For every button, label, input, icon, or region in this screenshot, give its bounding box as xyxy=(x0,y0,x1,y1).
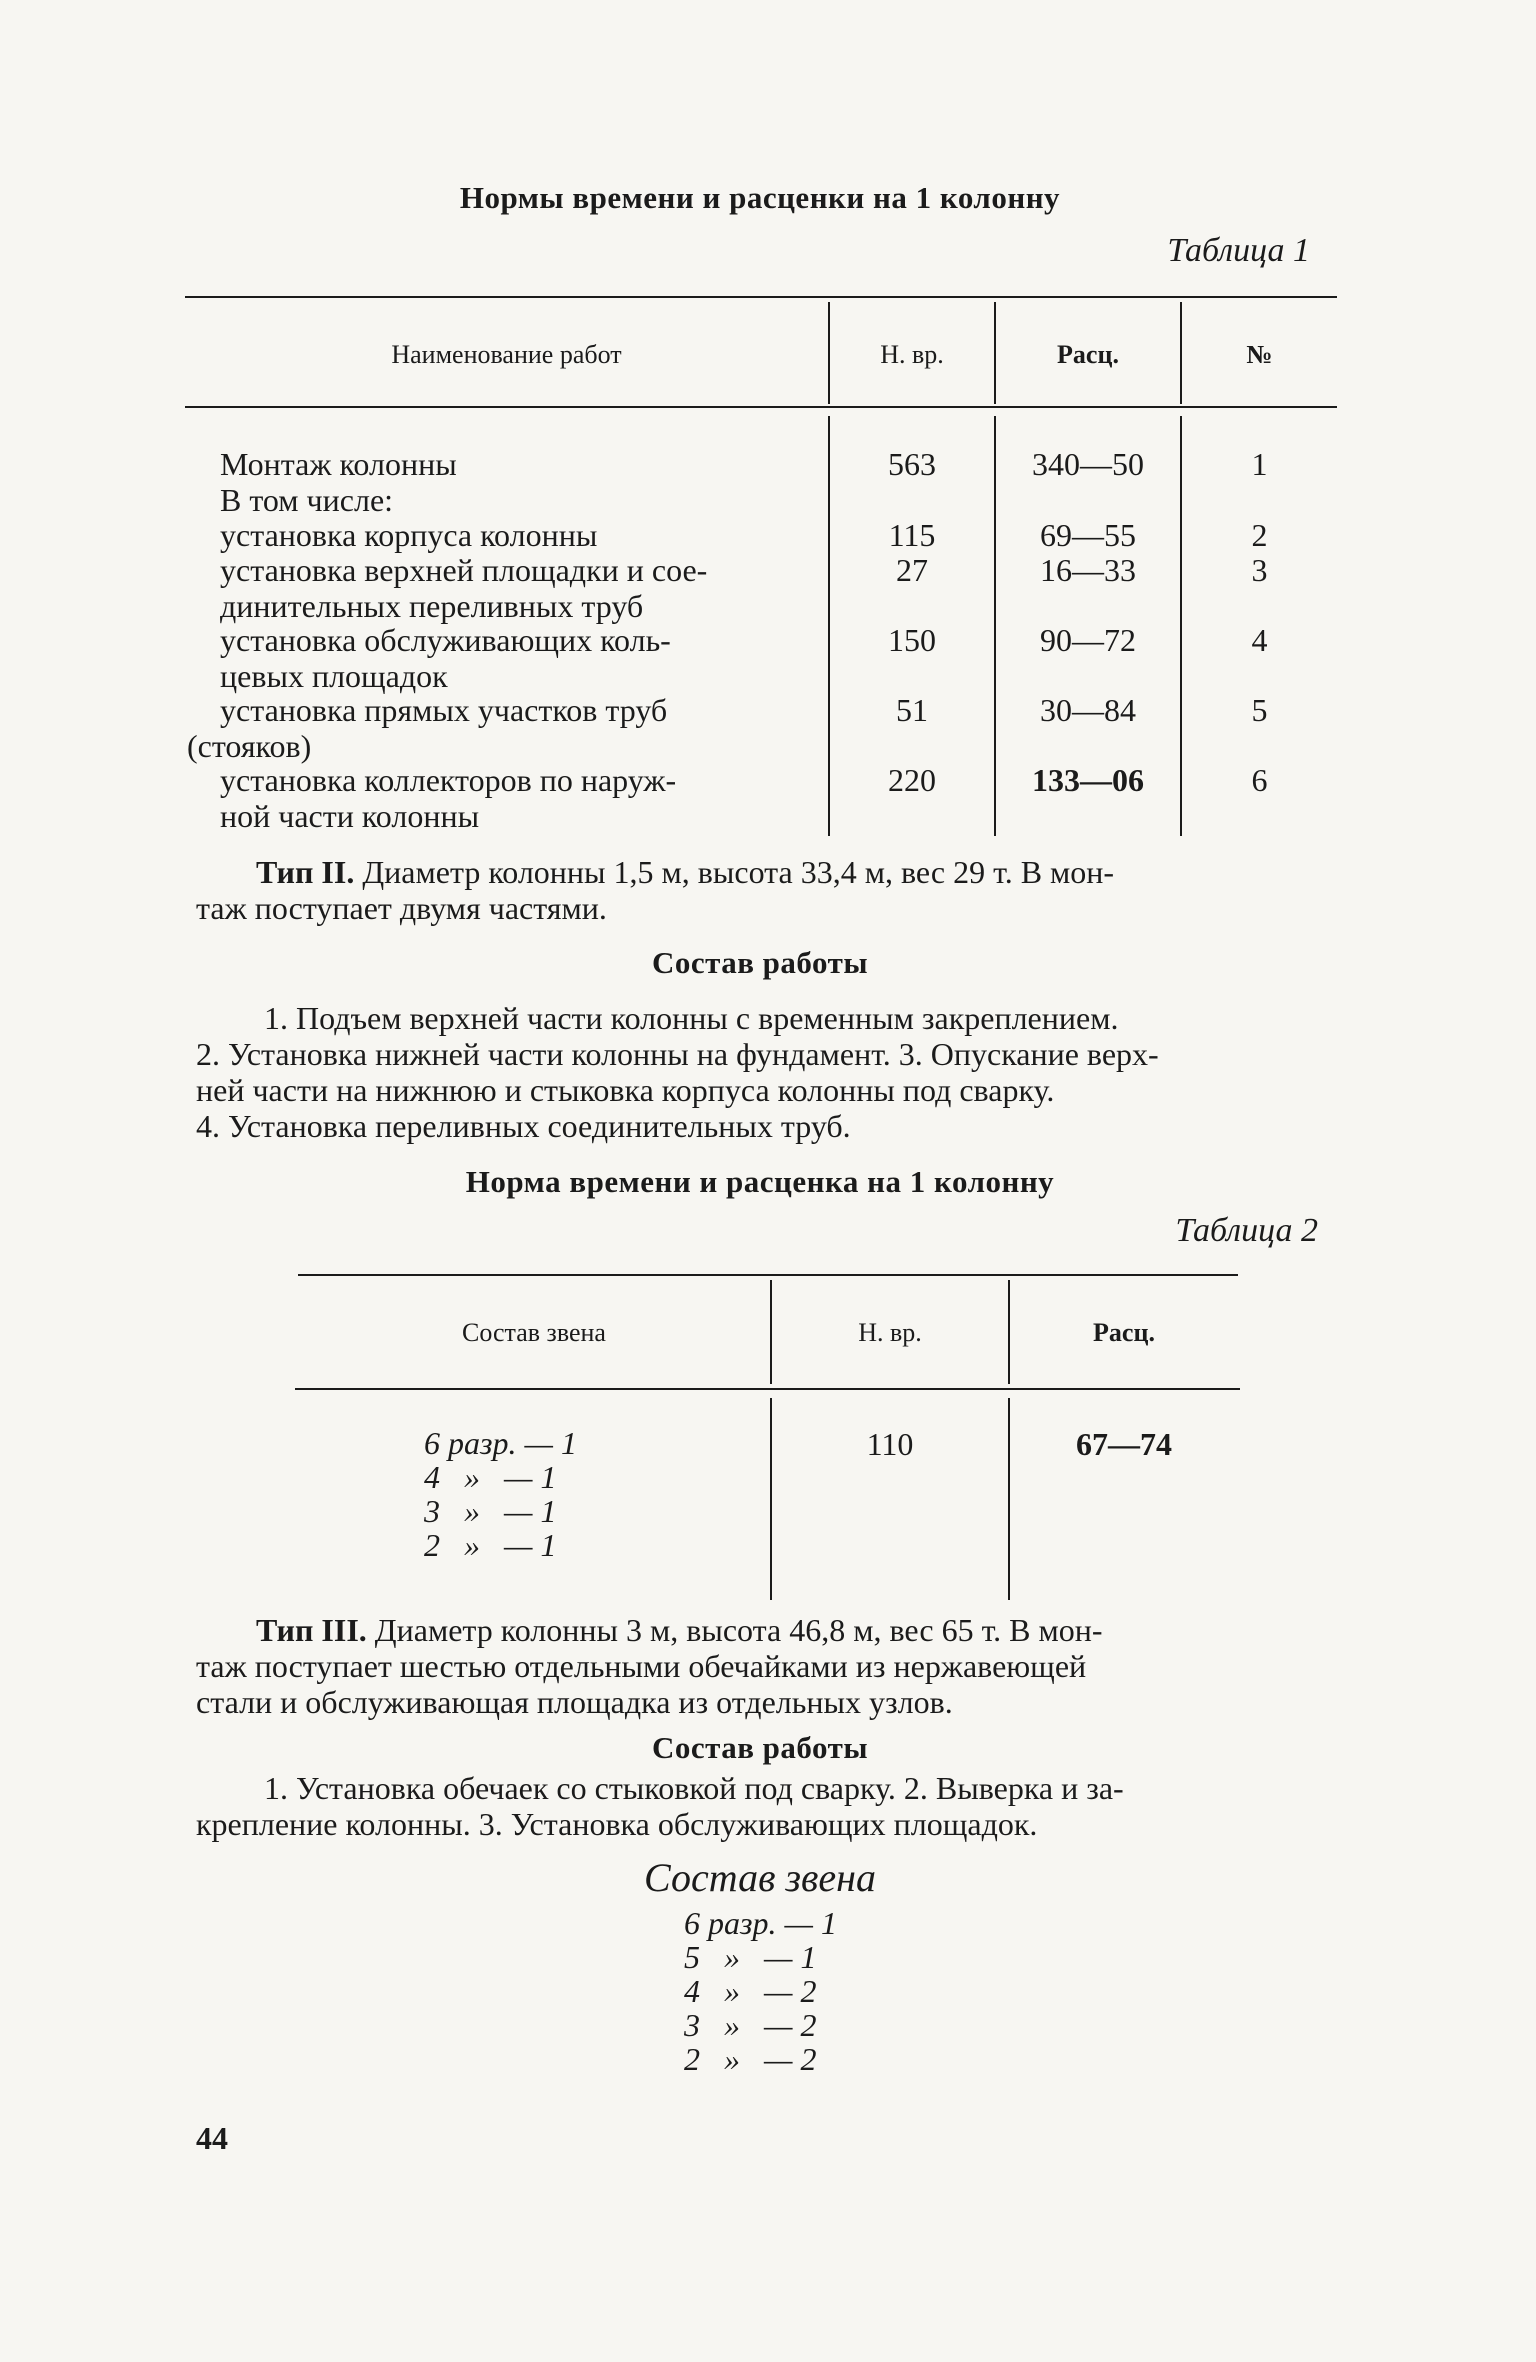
table1-header-hours: Н. вр. xyxy=(880,340,944,369)
table2-top-rule xyxy=(298,1274,1238,1276)
type3-crew-list xyxy=(684,1906,837,2076)
table1-row-work xyxy=(220,762,810,834)
type2-description xyxy=(196,854,1344,926)
crew-line: 4 » — 1 xyxy=(424,1459,557,1495)
table1-row-work xyxy=(187,692,810,764)
table1-header-number: № xyxy=(1246,340,1273,369)
table1-row-price: 340—50 xyxy=(1032,446,1144,482)
type3-work-heading: Состав работы xyxy=(651,1730,869,1765)
type3-line xyxy=(196,1612,1344,1648)
table1-row-text: установка корпуса колонны xyxy=(220,517,598,553)
table2-hours: 110 xyxy=(866,1426,914,1462)
table1-row-text: динительных переливных труб xyxy=(220,588,644,624)
table1-row-number: 6 xyxy=(1251,762,1268,798)
table2-header-hours: Н. вр. xyxy=(858,1318,922,1347)
crew-line: 6 разр. — 1 xyxy=(684,1905,837,1941)
type2-work-line: 4. Установка переливных соединительных труб. xyxy=(196,1108,851,1144)
crew-line: 6 разр. — 1 xyxy=(424,1425,577,1461)
type3-work-list xyxy=(196,1770,1346,1842)
table1-row-text: установка коллекторов по наруж- xyxy=(220,762,677,798)
table1-row-number: 4 xyxy=(1251,622,1268,658)
table1-row-text: ной части колонны xyxy=(220,798,480,834)
table2-header-price: Расц. xyxy=(1093,1318,1155,1347)
type2-line xyxy=(196,854,1344,890)
type2-work-heading: Состав работы xyxy=(651,945,869,980)
table1-row-hours: 150 xyxy=(888,622,936,658)
table1-row-number: 5 xyxy=(1251,692,1268,728)
table1-row-text: В том числе: xyxy=(220,482,394,518)
crew-line: 3 » — 1 xyxy=(424,1493,557,1529)
table1-row-price: 133—06 xyxy=(1032,762,1144,798)
table1-row-work xyxy=(220,622,810,694)
table1-row-text: установка верхней площадки и сое- xyxy=(220,552,708,588)
table1-row-hours: 563 xyxy=(888,446,936,482)
table1-row-work xyxy=(220,446,810,518)
table2-header-rule xyxy=(295,1388,1240,1390)
table1-row-hours: 115 xyxy=(888,517,936,553)
table2-title: Норма времени и расценка на 1 колонну xyxy=(465,1164,1055,1199)
type3-crew-heading: Состав звена xyxy=(643,1855,876,1900)
table2-crew-list xyxy=(424,1426,577,1562)
type3-work-line: 1. Установка обечаек со стыковкой под сварку. 2. Выверка и за- xyxy=(264,1770,1124,1806)
type2-line: таж поступает двумя частями. xyxy=(196,890,607,926)
table1-row-hours: 51 xyxy=(896,692,928,728)
table1-header-rule xyxy=(185,406,1337,408)
table1-row-work xyxy=(220,552,810,624)
type3-text: Диаметр колонны 3 м, высота 46,8 м, вес 65 т. В мон- xyxy=(374,1612,1103,1648)
table1-title: Нормы времени и расценки на 1 колонну xyxy=(459,180,1061,215)
type2-work-list xyxy=(196,1000,1346,1144)
table1-row-text: установка прямых участков труб xyxy=(220,692,668,728)
type2-work-line: ней части на нижнюю и стыковка корпуса колонны под сварку. xyxy=(196,1072,1055,1108)
type2-text: Диаметр колонны 1,5 м, высота 33,4 м, вес 29 т. В мон- xyxy=(362,854,1115,890)
table1-top-rule xyxy=(185,296,1337,298)
type2-label: Тип II. xyxy=(256,854,355,890)
type2-work-line: 2. Установка нижней части колонны на фундамент. 3. Опускание верх- xyxy=(196,1036,1159,1072)
table1-row-price: 90—72 xyxy=(1040,622,1136,658)
table1-header-price: Расц. xyxy=(1057,340,1119,369)
type2-work-line: 1. Подъем верхней части колонны с временным закреплением. xyxy=(264,1000,1119,1036)
table1-row-price: 30—84 xyxy=(1040,692,1136,728)
page-number: 44 xyxy=(196,2120,228,2156)
table1-label: Таблица 1 xyxy=(1167,232,1310,269)
crew-line: 4 » — 2 xyxy=(684,1973,817,2009)
table1-row-work xyxy=(220,517,810,553)
table2-label: Таблица 2 xyxy=(1175,1212,1318,1249)
table1-row-text: Монтаж колонны xyxy=(220,446,457,482)
table1-row-text: установка обслуживающих коль- xyxy=(220,622,671,658)
crew-line: 2 » — 1 xyxy=(424,1527,557,1563)
table1-row-text: цевых площадок xyxy=(220,658,448,694)
table1-row-number: 2 xyxy=(1251,517,1268,553)
type3-work-line: крепление колонны. 3. Установка обслуживающих площадок. xyxy=(196,1806,1038,1842)
table1-header-work: Наименование работ xyxy=(391,340,622,369)
type3-line: таж поступает шестью отдельными обечайками из нержавеющей xyxy=(196,1648,1087,1684)
type3-description xyxy=(196,1612,1344,1720)
table1-row-text: (стояков) xyxy=(187,728,312,764)
table1-row-price: 69—55 xyxy=(1040,517,1136,553)
table1-row-number: 1 xyxy=(1251,446,1268,482)
crew-line: 3 » — 2 xyxy=(684,2007,817,2043)
crew-line: 5 » — 1 xyxy=(684,1939,817,1975)
crew-line: 2 » — 2 xyxy=(684,2041,817,2077)
table2-price: 67—74 xyxy=(1076,1426,1172,1462)
table1-row-number: 3 xyxy=(1251,552,1268,588)
table1-row-price: 16—33 xyxy=(1040,552,1136,588)
type3-line: стали и обслуживающая площадка из отдельных узлов. xyxy=(196,1684,953,1720)
table2-header-crew: Состав звена xyxy=(462,1318,606,1347)
type3-label: Тип III. xyxy=(256,1612,367,1648)
table1-row-hours: 220 xyxy=(888,762,936,798)
table1-row-hours: 27 xyxy=(896,552,928,588)
